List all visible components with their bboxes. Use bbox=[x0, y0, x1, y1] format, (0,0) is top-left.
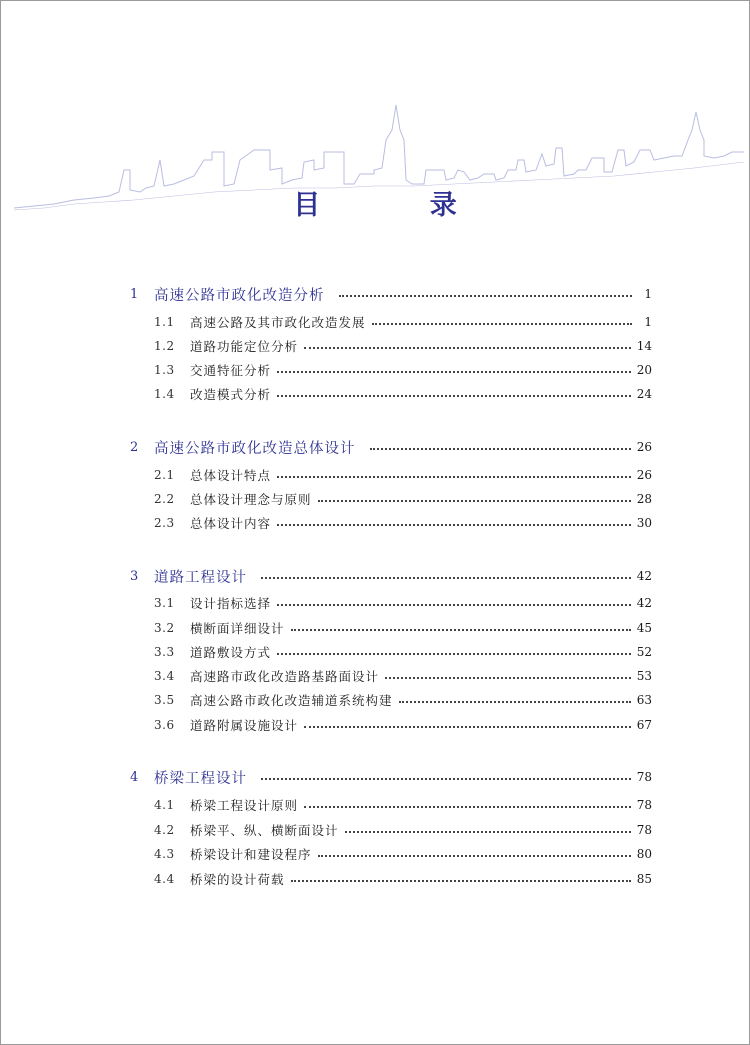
section-number: 2.1 bbox=[154, 468, 175, 482]
dot-leader bbox=[304, 726, 631, 728]
page-number: 42 bbox=[636, 569, 652, 583]
section-title: 总体设计特点 bbox=[190, 468, 272, 483]
section-number: 1.4 bbox=[154, 387, 175, 401]
section-title: 交通特征分析 bbox=[190, 363, 272, 378]
chapter-title: 道路工程设计 bbox=[154, 569, 247, 586]
dot-leader bbox=[261, 778, 631, 780]
section-title: 道路敷设方式 bbox=[190, 645, 272, 660]
page-number: 14 bbox=[636, 339, 652, 353]
page-number: 26 bbox=[636, 468, 652, 482]
dot-leader bbox=[399, 701, 631, 703]
section-entry-2-1[interactable] bbox=[130, 465, 652, 485]
section-number: 3.6 bbox=[154, 718, 175, 732]
section-entry-3-5[interactable] bbox=[130, 690, 652, 710]
section-number: 1.3 bbox=[154, 363, 175, 377]
chapter-number: 1 bbox=[130, 286, 139, 302]
section-number: 1.2 bbox=[154, 339, 175, 353]
section-title: 桥梁工程设计原则 bbox=[190, 798, 299, 813]
dot-leader bbox=[277, 653, 631, 655]
page-number: 45 bbox=[636, 621, 652, 635]
chapter-entry-4[interactable] bbox=[130, 767, 652, 787]
page-number: 67 bbox=[636, 718, 652, 732]
section-number: 2.3 bbox=[154, 516, 175, 530]
dot-leader bbox=[277, 371, 631, 373]
section-entry-4-2[interactable] bbox=[130, 820, 652, 840]
section-title: 总体设计理念与原则 bbox=[190, 492, 312, 507]
dot-leader bbox=[261, 577, 631, 579]
section-number: 3.4 bbox=[154, 669, 175, 683]
section-entry-2-2[interactable] bbox=[130, 489, 652, 509]
section-title: 设计指标选择 bbox=[190, 596, 272, 611]
page-number: 85 bbox=[636, 872, 652, 886]
dot-leader bbox=[277, 395, 631, 397]
page-number: 42 bbox=[636, 596, 652, 610]
section-title: 改造模式分析 bbox=[190, 387, 272, 402]
section-title: 桥梁平、纵、横断面设计 bbox=[190, 823, 339, 838]
section-number: 1.1 bbox=[154, 315, 175, 329]
section-entry-3-6[interactable] bbox=[130, 715, 652, 735]
section-title: 高速公路市政化改造辅道系统构建 bbox=[190, 693, 393, 708]
page-number: 63 bbox=[636, 693, 652, 707]
chapter-title: 高速公路市政化改造分析 bbox=[154, 287, 325, 304]
section-number: 3.3 bbox=[154, 645, 175, 659]
chapter-entry-1[interactable] bbox=[130, 284, 652, 304]
section-title: 高速公路及其市政化改造发展 bbox=[190, 315, 366, 330]
page-number: 52 bbox=[636, 645, 652, 659]
dot-leader bbox=[291, 629, 631, 631]
section-entry-4-1[interactable] bbox=[130, 795, 652, 815]
chapter-title: 高速公路市政化改造总体设计 bbox=[154, 440, 356, 457]
dot-leader bbox=[277, 476, 631, 478]
section-number: 4.1 bbox=[154, 798, 175, 812]
dot-leader bbox=[318, 500, 631, 502]
chapter-number: 2 bbox=[130, 439, 139, 455]
chapter-number: 4 bbox=[130, 769, 139, 785]
section-title: 总体设计内容 bbox=[190, 516, 272, 531]
section-number: 3.5 bbox=[154, 693, 175, 707]
section-number: 3.1 bbox=[154, 596, 175, 610]
section-entry-1-3[interactable] bbox=[130, 360, 652, 380]
page-number: 1 bbox=[644, 287, 652, 301]
section-entry-3-1[interactable] bbox=[130, 593, 652, 613]
section-number: 4.2 bbox=[154, 823, 175, 837]
page-number: 78 bbox=[636, 770, 652, 784]
section-number: 2.2 bbox=[154, 492, 175, 506]
dot-leader bbox=[304, 347, 631, 349]
dot-leader bbox=[277, 524, 631, 526]
section-entry-1-4[interactable] bbox=[130, 384, 652, 404]
dot-leader bbox=[372, 323, 632, 325]
page-number: 53 bbox=[636, 669, 652, 683]
dot-leader bbox=[291, 880, 631, 882]
dot-leader bbox=[385, 677, 631, 679]
dot-leader bbox=[277, 604, 631, 606]
section-title: 道路附属设施设计 bbox=[190, 718, 299, 733]
section-number: 3.2 bbox=[154, 621, 175, 635]
section-title: 道路功能定位分析 bbox=[190, 339, 299, 354]
section-entry-2-3[interactable] bbox=[130, 513, 652, 533]
page-number: 24 bbox=[636, 387, 652, 401]
page-number: 80 bbox=[636, 847, 652, 861]
section-title: 桥梁的设计荷载 bbox=[190, 872, 285, 887]
page-number: 20 bbox=[636, 363, 652, 377]
section-entry-3-2[interactable] bbox=[130, 618, 652, 638]
page-number: 28 bbox=[636, 492, 652, 506]
page-number: 30 bbox=[636, 516, 652, 530]
chapter-entry-2[interactable] bbox=[130, 437, 652, 457]
page-number: 26 bbox=[636, 440, 652, 454]
section-entry-4-4[interactable] bbox=[130, 869, 652, 889]
chapter-number: 3 bbox=[130, 568, 139, 584]
section-title: 高速路市政化改造路基路面设计 bbox=[190, 669, 380, 684]
chapter-entry-3[interactable] bbox=[130, 566, 652, 586]
page-number: 78 bbox=[636, 823, 652, 837]
page-number: 78 bbox=[636, 798, 652, 812]
section-title: 桥梁设计和建设程序 bbox=[190, 847, 312, 862]
section-entry-3-4[interactable] bbox=[130, 666, 652, 686]
dot-leader bbox=[318, 855, 631, 857]
page-number: 1 bbox=[644, 315, 652, 329]
section-entry-3-3[interactable] bbox=[130, 642, 652, 662]
section-entry-4-3[interactable] bbox=[130, 844, 652, 864]
section-entry-1-2[interactable] bbox=[130, 336, 652, 356]
toc-title: 目 录 bbox=[293, 190, 507, 221]
section-title: 横断面详细设计 bbox=[190, 621, 285, 636]
chapter-title: 桥梁工程设计 bbox=[154, 770, 247, 787]
dot-leader bbox=[304, 806, 631, 808]
section-entry-1-1[interactable] bbox=[130, 312, 652, 332]
dot-leader bbox=[345, 831, 631, 833]
dot-leader bbox=[339, 295, 633, 297]
dot-leader bbox=[370, 448, 631, 450]
section-number: 4.3 bbox=[154, 847, 175, 861]
section-number: 4.4 bbox=[154, 872, 175, 886]
